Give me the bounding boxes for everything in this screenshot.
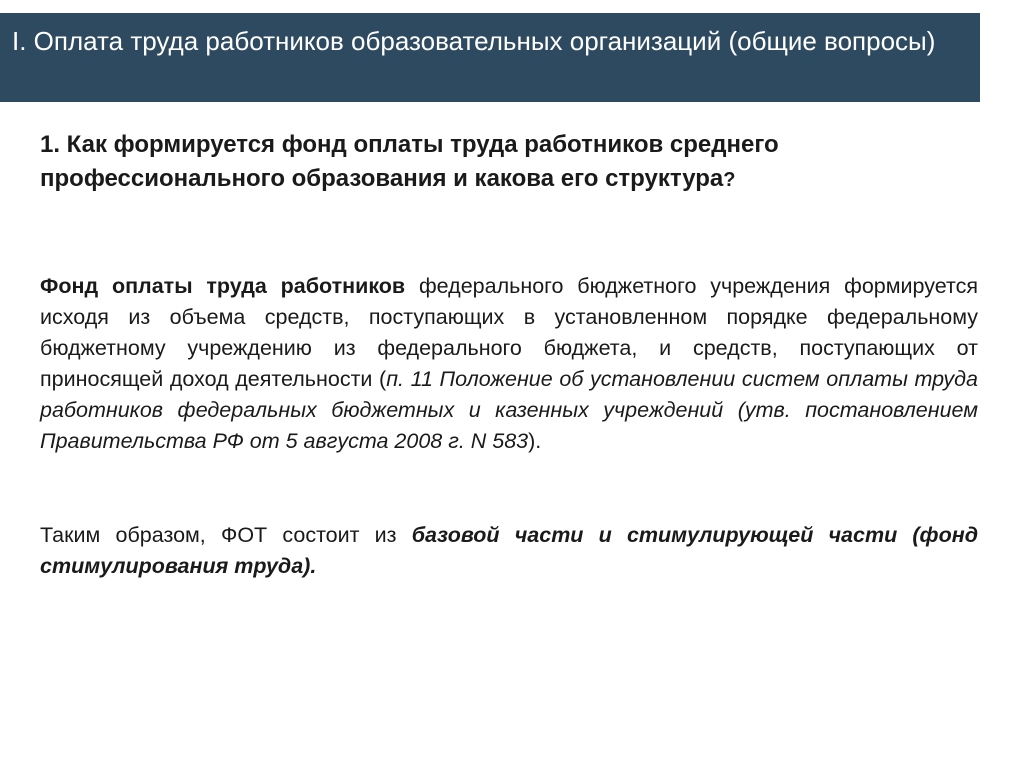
paragraph-closing: ). bbox=[528, 429, 542, 453]
slide-header bbox=[0, 13, 980, 102]
question-text: 1. Как формируется фонд оплаты труда работников среднего профессионального образования и какова его структура bbox=[40, 131, 779, 192]
slide-title: I. Оплата труда работников образовательных организаций (общие вопросы) bbox=[12, 26, 936, 56]
paragraph-body: федерального бюджетного учреждения формируется исходя из объема средств, поступающих в установленном порядке федеральному бюджетному учреждению из федерального бюджета, и средств, поступающих от приносящей доход деятельности ( bbox=[40, 274, 978, 391]
question-mark: ? bbox=[723, 169, 736, 191]
paragraph-fund-formation bbox=[40, 271, 978, 457]
conclusion-emphasis: базовой части и стимулирующей части (фонд стимулирования труда). bbox=[40, 523, 978, 578]
question-heading bbox=[40, 128, 940, 197]
paragraph-lead-term: Фонд оплаты труда работников bbox=[40, 274, 406, 298]
conclusion-text: Таким образом, ФОТ состоит из bbox=[40, 523, 412, 547]
paragraph-fot-structure bbox=[40, 520, 978, 582]
legal-citation: п. 11 Положение об установлении систем оплаты труда работников федеральных бюджетных и казенных учреждений (утв. постановлением Правительства РФ от 5 августа 2008 г. N 583 bbox=[40, 367, 978, 453]
